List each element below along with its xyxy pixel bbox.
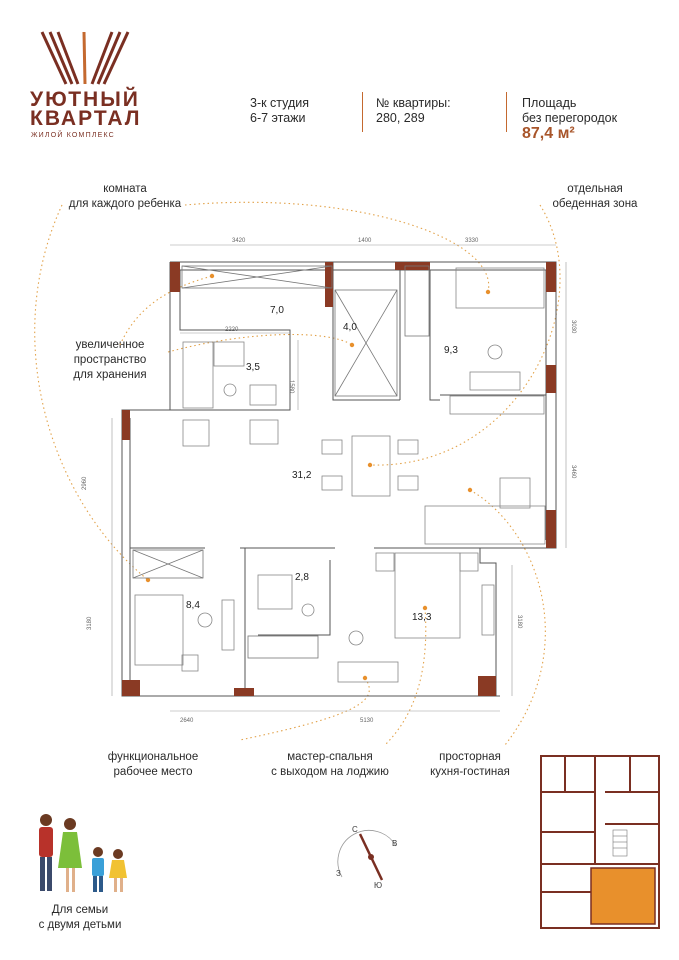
family-icon <box>30 812 130 896</box>
area-label1: Площадь <box>522 96 577 110</box>
callout-line: просторная <box>439 751 501 763</box>
dim-left2: 3180 <box>87 616 93 630</box>
wardrobes <box>133 266 429 658</box>
area-label2: без перегородок <box>522 111 618 125</box>
brand-name-line2: КВАРТАЛ <box>30 107 142 130</box>
family-label <box>20 903 140 933</box>
compass-west: З <box>336 869 341 878</box>
room-area-bedroom-left: 8,4 <box>186 600 200 611</box>
room-area-bedroom-top: 9,3 <box>444 345 458 356</box>
dim-right1: 3030 <box>570 320 576 334</box>
type-line1: 3-к студия <box>250 96 310 110</box>
callout-line: пространство <box>73 354 147 366</box>
dim-bath-w: 2220 <box>225 327 239 333</box>
callout-line: кухня-гостиная <box>430 766 510 778</box>
apt-numbers: 280, 289 <box>376 111 425 125</box>
dim-right3: 3180 <box>516 615 522 629</box>
key-plan-highlight <box>591 868 655 924</box>
callout-line: мастер-спальня <box>287 751 373 763</box>
callout-line: рабочее место <box>113 766 193 778</box>
room-area-closet: 4,0 <box>343 322 357 333</box>
room-area-storage: 7,0 <box>270 305 284 316</box>
compass-east: В <box>392 839 398 848</box>
callout-line: отдельная <box>567 183 623 195</box>
callout-line: с выходом на лоджию <box>271 766 389 778</box>
room-area-bath: 3,5 <box>246 362 260 373</box>
key-plan <box>535 752 665 932</box>
compass-icon <box>330 822 410 892</box>
room-area-master: 13,3 <box>412 612 432 623</box>
callout-line: для каждого ребенка <box>68 198 182 210</box>
callout-line: функциональное <box>107 751 199 763</box>
walls <box>122 262 556 696</box>
dim-top1: 3420 <box>232 238 246 244</box>
callout-line: увеличенное <box>75 339 145 351</box>
family-label-line1: Для семьи <box>51 904 109 916</box>
dim-top2: 1400 <box>358 238 372 244</box>
area-value: 87,4 м² <box>522 125 575 142</box>
type-line2: 6-7 этажи <box>250 111 306 125</box>
dim-bottom2: 5130 <box>360 718 374 724</box>
callout-dots <box>146 274 490 680</box>
dim-right2: 3460 <box>570 465 576 479</box>
brand-subtitle: ЖИЛОЙ КОМПЛЕКС <box>31 132 115 139</box>
room-area-kitchen: 31,2 <box>292 470 312 481</box>
room-area-bath2: 2,8 <box>295 572 309 583</box>
dim-bath-h: 1580 <box>288 380 294 394</box>
dim-bottom1: 2640 <box>180 718 194 724</box>
callout-line: обеденная зона <box>552 198 638 210</box>
callout-line: комната <box>103 183 147 195</box>
dim-left1: 2960 <box>82 476 88 490</box>
compass-south: Ю <box>374 881 383 890</box>
callout-line: для хранения <box>73 369 147 381</box>
family-label-line2: с двумя детьми <box>38 919 122 931</box>
wall-fill <box>122 262 556 696</box>
compass-north: С <box>352 825 358 834</box>
dim-top3: 3330 <box>465 238 479 244</box>
apt-label: № квартиры: <box>376 96 451 110</box>
brand-name-line1: УЮТНЫЙ <box>30 88 140 111</box>
